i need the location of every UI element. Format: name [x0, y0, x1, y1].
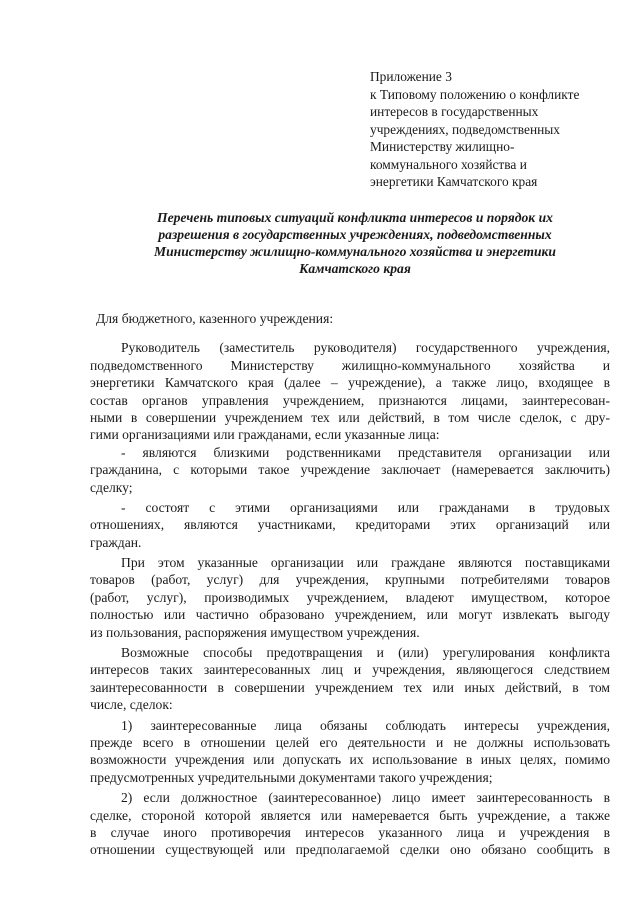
title-line: Камчатского края: [299, 261, 411, 276]
paragraph-line: сделку;: [90, 479, 133, 495]
appendix-header: [370, 68, 632, 191]
appendix-line: энергетики Камчатского края: [370, 174, 538, 189]
paragraph-line: Руководитель (заместитель руководителя) государственного учреждения,: [121, 340, 610, 356]
paragraph-line: предусмотренных учредительными документами такого учреждения;: [90, 769, 493, 785]
document-body: [90, 310, 610, 859]
paragraph-line: 1) заинтересованные лица обязаны соблюдать интересы учреждения,: [121, 717, 610, 733]
paragraph-line: энергетики Камчатского края (далее – учреждение), а также лицо, входящее в: [90, 375, 610, 391]
paragraph-line: При этом указанные организации или граждане являются поставщиками: [121, 555, 610, 571]
paragraph-line: ными в совершении учреждением тех или действий, в том числе сделок, с дру-: [90, 409, 610, 425]
paragraph-line: интересов таких заинтересованных лиц и учреждения, являющегося следствием: [90, 662, 610, 678]
appendix-line: учреждениях, подведомственных: [370, 121, 560, 137]
paragraph-line: полностью или частично образовано учреждением, или могут извлекать выгоду: [90, 607, 610, 623]
paragraph-line: (работ, услуг), производимых учреждением, владеют имуществом, которое: [90, 589, 610, 605]
appendix-line: коммунального хозяйства и: [370, 156, 527, 172]
paragraph-line: гражданина, с которыми такое учреждение заключает (намеревается заключить): [90, 462, 610, 478]
paragraph-line: Возможные способы предотвращения и (или) урегулирования конфликта: [121, 645, 610, 661]
paragraph-line: - состоят с этими организациями или гражданами в трудовых: [121, 499, 610, 515]
paragraph-line: из пользования, распоряжения имуществом учреждения.: [90, 624, 420, 640]
appendix-line: к Типовому положению о конфликте: [370, 86, 580, 102]
paragraph-line: подведомственного Министерству жилищно-коммунального хозяйства и: [90, 357, 610, 373]
document-title: [90, 209, 620, 277]
paragraph-line: граждан.: [90, 534, 142, 550]
paragraph-line: заинтересованности в совершении учреждением тех или иных действий, в том: [90, 679, 610, 695]
paragraph-4: [90, 717, 610, 787]
paragraph-5: [90, 789, 610, 859]
paragraph-line: числе, сделок:: [90, 697, 173, 713]
appendix-line: Приложение 3: [370, 69, 452, 84]
paragraph-line: сделке, стороной которой является или намеревается быть учреждение, а также: [90, 807, 610, 823]
appendix-line: интересов в государственных: [370, 104, 539, 119]
bullet-2: [90, 499, 610, 551]
paragraph-line: гими организациями или гражданами, если указанные лица:: [90, 427, 440, 443]
paragraph-line: прежде всего в отношении целей его деятельности и не должны использовать: [90, 734, 610, 750]
lead-paragraph: Для бюджетного, казенного учреждения:: [96, 311, 334, 326]
title-line: Министерству жилищно-коммунального хозяйства и энергетики: [154, 244, 556, 259]
paragraph-line: 2) если должностное (заинтересованное) лицо имеет заинтересованность в: [121, 790, 610, 806]
paragraph-line: возможности учреждения или допускать их использование в иных целях, помимо: [90, 752, 610, 768]
paragraph-line: товаров (работ, услуг) для учреждения, крупными потребителями товаров: [90, 572, 610, 588]
paragraph-line: отношении существующей или предполагаемой сделки оно обязано сообщить в: [90, 842, 610, 858]
title-line: разрешения в государственных учреждениях, подведомственных: [158, 227, 552, 242]
paragraph-line: отношениях, являются участниками, кредиторами этих организаций или: [90, 517, 610, 533]
appendix-line: Министерству жилищно-: [370, 139, 515, 154]
paragraph-2: [90, 554, 610, 641]
paragraph-line: - являются близкими родственниками представителя организации или: [121, 444, 610, 460]
paragraph-3: [90, 644, 610, 714]
paragraph-line: в случае иного противоречия интересов указанного лица и учреждения в: [90, 824, 610, 840]
bullet-1: [90, 444, 610, 496]
paragraph-1: [90, 339, 610, 443]
paragraph-line: состав органов управления учреждением, признаются лицами, заинтересован-: [90, 392, 610, 408]
title-line: Перечень типовых ситуаций конфликта интересов и порядок их: [157, 210, 553, 225]
